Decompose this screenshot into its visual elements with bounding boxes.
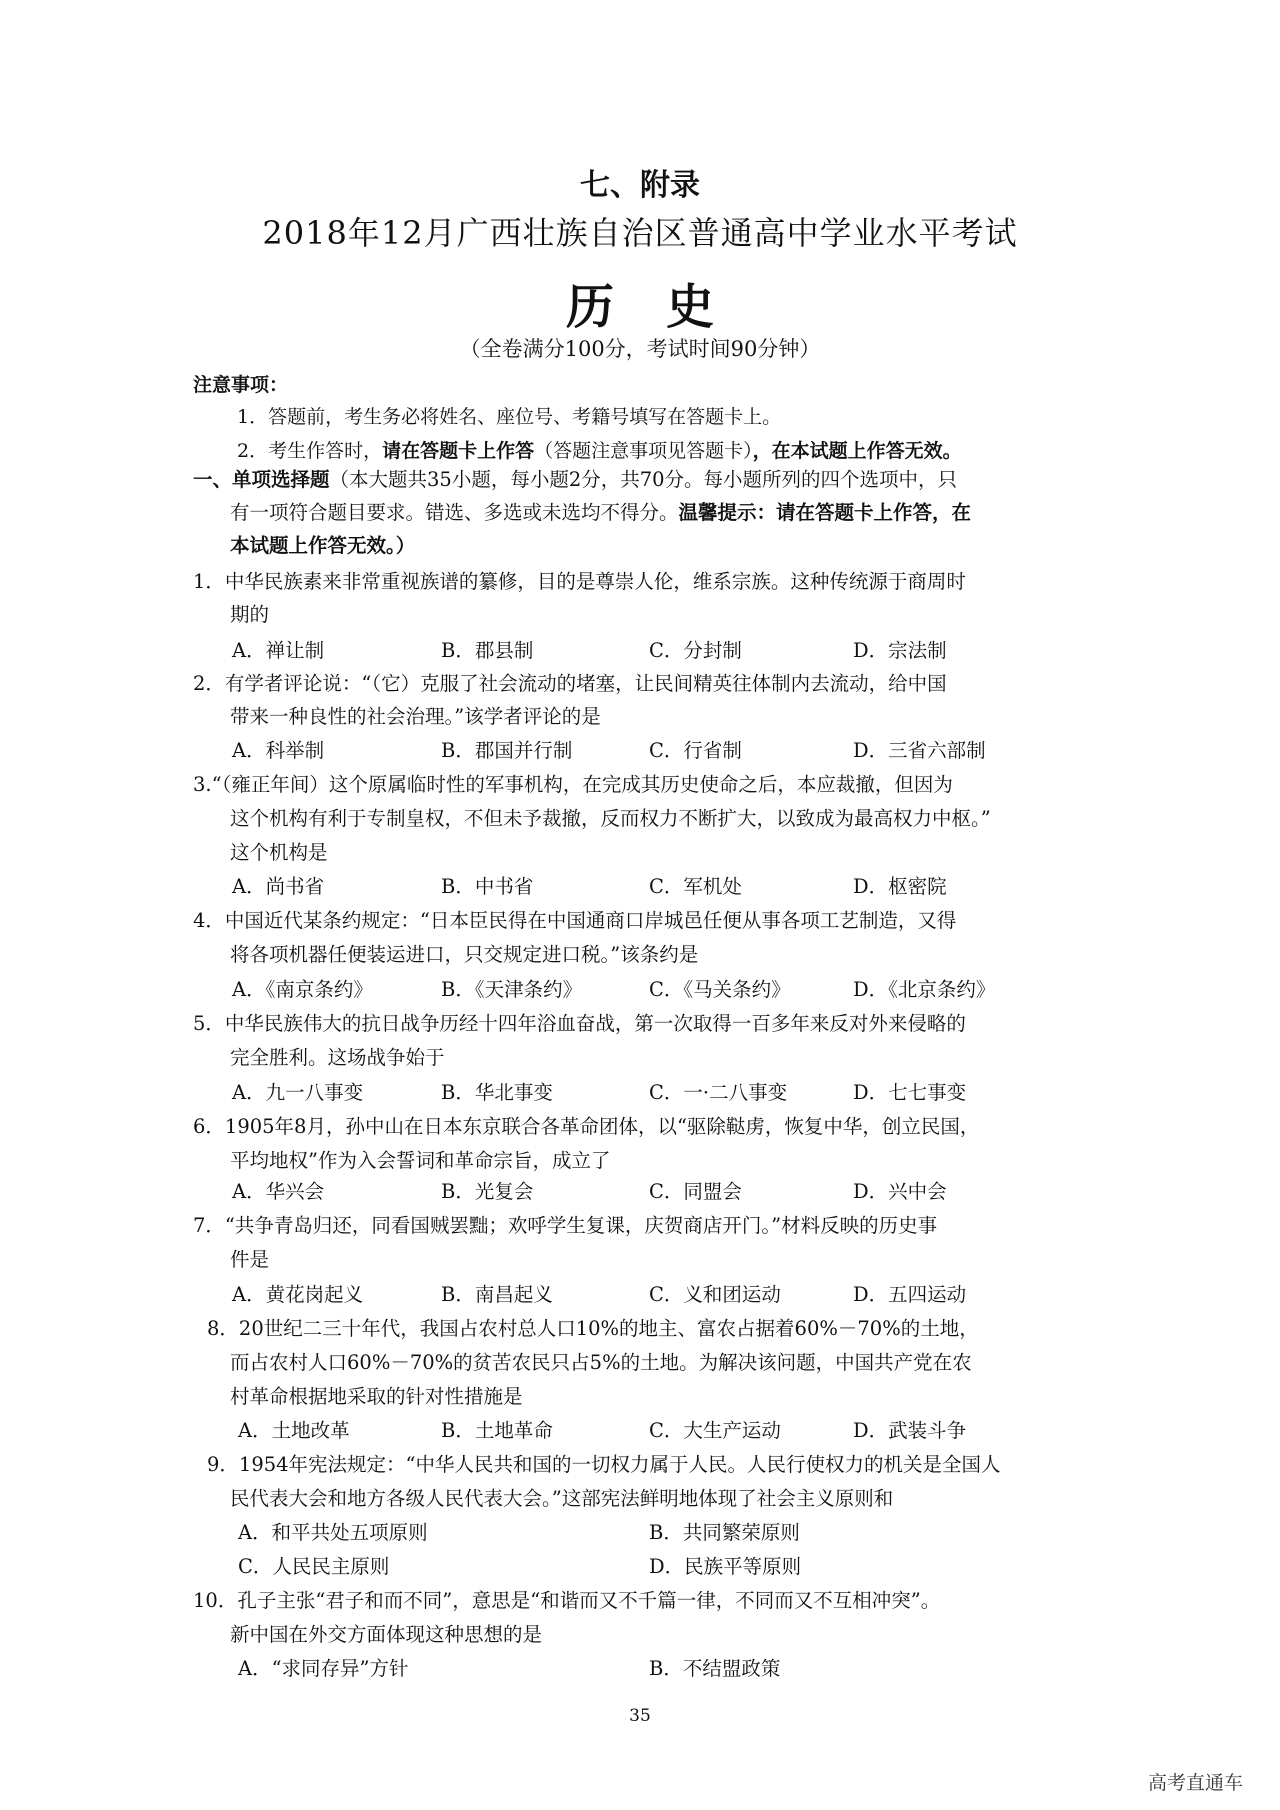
question-2-option-a: A．科举制 xyxy=(232,739,325,762)
subject-title xyxy=(0,268,1280,337)
question-4-option-c: C．《马关条约》 xyxy=(649,978,791,1001)
question-3-line-3: 这个机构是 xyxy=(230,841,328,864)
page-number: 35 xyxy=(629,1706,651,1726)
part1-desc-line-3: 本试题上作答无效。） xyxy=(230,534,416,557)
question-9-option-c: C．人民民主原则 xyxy=(238,1555,390,1578)
question-1-option-a: A．禅让制 xyxy=(232,639,325,662)
question-1-line-1: 1．中华民族素来非常重视族谱的纂修，目的是尊崇人伦，维系宗族。这种传统源于商周时 xyxy=(193,570,966,593)
section-title: 七、附录 xyxy=(580,168,700,203)
question-7-option-d: D．五四运动 xyxy=(853,1283,967,1306)
question-4-option-b: B．《天津条约》 xyxy=(441,978,583,1001)
score-note: （全卷满分100分，考试时间90分钟） xyxy=(459,337,821,361)
question-9-option-d: D．民族平等原则 xyxy=(649,1555,802,1578)
question-5-option-b: B．华北事变 xyxy=(441,1081,553,1104)
question-8-line-3: 村革命根据地采取的针对性措施是 xyxy=(230,1385,523,1408)
part1-desc-line-2: 有一项符合题目要求。错选、多选或未选均不得分。温馨提示：请在答题卡上作答，在 xyxy=(230,501,972,524)
question-10-option-b: B．不结盟政策 xyxy=(649,1657,781,1680)
question-3-line-2: 这个机构有利于专制皇权，不但未予裁撤，反而权力不断扩大，以致成为最高权力中枢。” xyxy=(230,807,991,830)
question-9-option-a: A．和平共处五项原则 xyxy=(238,1521,428,1544)
question-3-option-b: B．中书省 xyxy=(441,875,534,898)
question-2-option-c: C．行省制 xyxy=(649,739,742,762)
question-3-option-d: D．枢密院 xyxy=(853,875,947,898)
question-3-option-c: C．军机处 xyxy=(649,875,742,898)
question-2-option-d: D．三省六部制 xyxy=(853,739,986,762)
question-2-option-b: B．郡国并行制 xyxy=(441,739,573,762)
subject-char-2: 史 xyxy=(666,279,715,335)
question-7-option-a: A．黄花岗起义 xyxy=(232,1283,364,1306)
question-8-line-1: 8．20世纪二三十年代，我国占农村总人口10%的地主、富农占据着60%－70%的土地， xyxy=(207,1317,979,1340)
question-7-line-2: 件是 xyxy=(230,1248,270,1271)
question-6-line-1: 6．1905年8月，孙中山在日本东京联合各革命团体，以“驱除鞑虏，恢复中华，创立民国， xyxy=(193,1115,980,1138)
exam-title: 2018年12月广西壮族自治区普通高中学业水平考试 xyxy=(262,214,1018,252)
question-9-line-1: 9．1954年宪法规定：“中华人民共和国的一切权力属于人民。人民行使权力的机关是全国人 xyxy=(207,1453,1001,1476)
question-1-option-b: B．郡县制 xyxy=(441,639,534,662)
question-7-option-c: C．义和团运动 xyxy=(649,1283,781,1306)
question-6-option-b: B．光复会 xyxy=(441,1180,534,1203)
question-4-line-1: 4．中国近代某条约规定：“日本臣民得在中国通商口岸城邑任便从事各项工艺制造，又得 xyxy=(193,909,957,932)
question-6-line-2: 平均地权”作为入会誓词和革命宗旨，成立了 xyxy=(230,1149,611,1172)
question-1-option-d: D．宗法制 xyxy=(853,639,947,662)
question-8-line-2: 而占农村人口60%－70%的贫苦农民只占5%的土地。为解决该问题，中国共产党在农 xyxy=(230,1351,972,1374)
question-6-option-d: D．兴中会 xyxy=(853,1180,947,1203)
question-9-line-2: 民代表大会和地方各级人民代表大会。”这部宪法鲜明地体现了社会主义原则和 xyxy=(230,1487,894,1510)
notes-label: 注意事项： xyxy=(193,374,289,396)
question-5-line-2: 完全胜利。这场战争始于 xyxy=(230,1046,445,1069)
question-7-option-b: B．南昌起义 xyxy=(441,1283,553,1306)
watermark: 高考直通车 xyxy=(1148,1772,1244,1794)
part1-desc-line-1: 一、单项选择题（本大题共35小题，每小题2分，共70分。每小题所列的四个选项中，只 xyxy=(193,468,958,491)
note-item-2: 2．考生作答时，请在答题卡上作答（答题注意事项见答题卡），在本试题上作答无效。 xyxy=(237,440,962,462)
question-5-line-1: 5．中华民族伟大的抗日战争历经十四年浴血奋战，第一次取得一百多年来反对外来侵略的 xyxy=(193,1012,966,1035)
question-10-line-1: 10．孔子主张“君子和而不同”，意思是“和谐而又不千篇一律，不同而又不互相冲突”。 xyxy=(193,1589,941,1612)
question-8-option-b: B．土地革命 xyxy=(441,1419,553,1442)
question-10-option-a: A．“求同存异”方针 xyxy=(238,1657,409,1680)
question-3-line-1: 3.“（雍正年间）这个原属临时性的军事机构，在完成其历史使命之后，本应裁撤，但因为 xyxy=(193,773,953,796)
question-10-line-2: 新中国在外交方面体现这种思想的是 xyxy=(230,1623,543,1646)
question-1-line-2: 期的 xyxy=(230,603,270,626)
question-4-option-d: D．《北京条约》 xyxy=(853,978,996,1001)
question-5-option-a: A．九一八事变 xyxy=(232,1081,364,1104)
question-2-line-1: 2．有学者评论说：“（它）克服了社会流动的堵塞，让民间精英往体制内去流动，给中国 xyxy=(193,672,947,695)
question-4-option-a: A．《南京条约》 xyxy=(232,978,373,1001)
question-6-option-a: A．华兴会 xyxy=(232,1180,325,1203)
question-8-option-a: A．土地改革 xyxy=(238,1419,350,1442)
question-1-option-c: C．分封制 xyxy=(649,639,742,662)
question-7-line-1: 7．“共争青岛归还，同看国贼罢黜；欢呼学生复课，庆贺商店开门。”材料反映的历史事 xyxy=(193,1214,938,1237)
subject-char-1: 历 xyxy=(565,279,614,335)
question-4-line-2: 将各项机器任便装运进口，只交规定进口税。”该条约是 xyxy=(230,943,699,966)
note-item-1: 1．答题前，考生务必将姓名、座位号、考籍号填写在答题卡上。 xyxy=(237,406,782,428)
question-8-option-d: D．武装斗争 xyxy=(853,1419,967,1442)
question-9-option-b: B．共同繁荣原则 xyxy=(649,1521,800,1544)
question-2-line-2: 带来一种良性的社会治理。”该学者评论的是 xyxy=(230,705,601,728)
question-6-option-c: C．同盟会 xyxy=(649,1180,742,1203)
question-8-option-c: C．大生产运动 xyxy=(649,1419,781,1442)
question-3-option-a: A．尚书省 xyxy=(232,875,325,898)
question-5-option-c: C．一·二八事变 xyxy=(649,1081,788,1104)
question-5-option-d: D．七七事变 xyxy=(853,1081,967,1104)
